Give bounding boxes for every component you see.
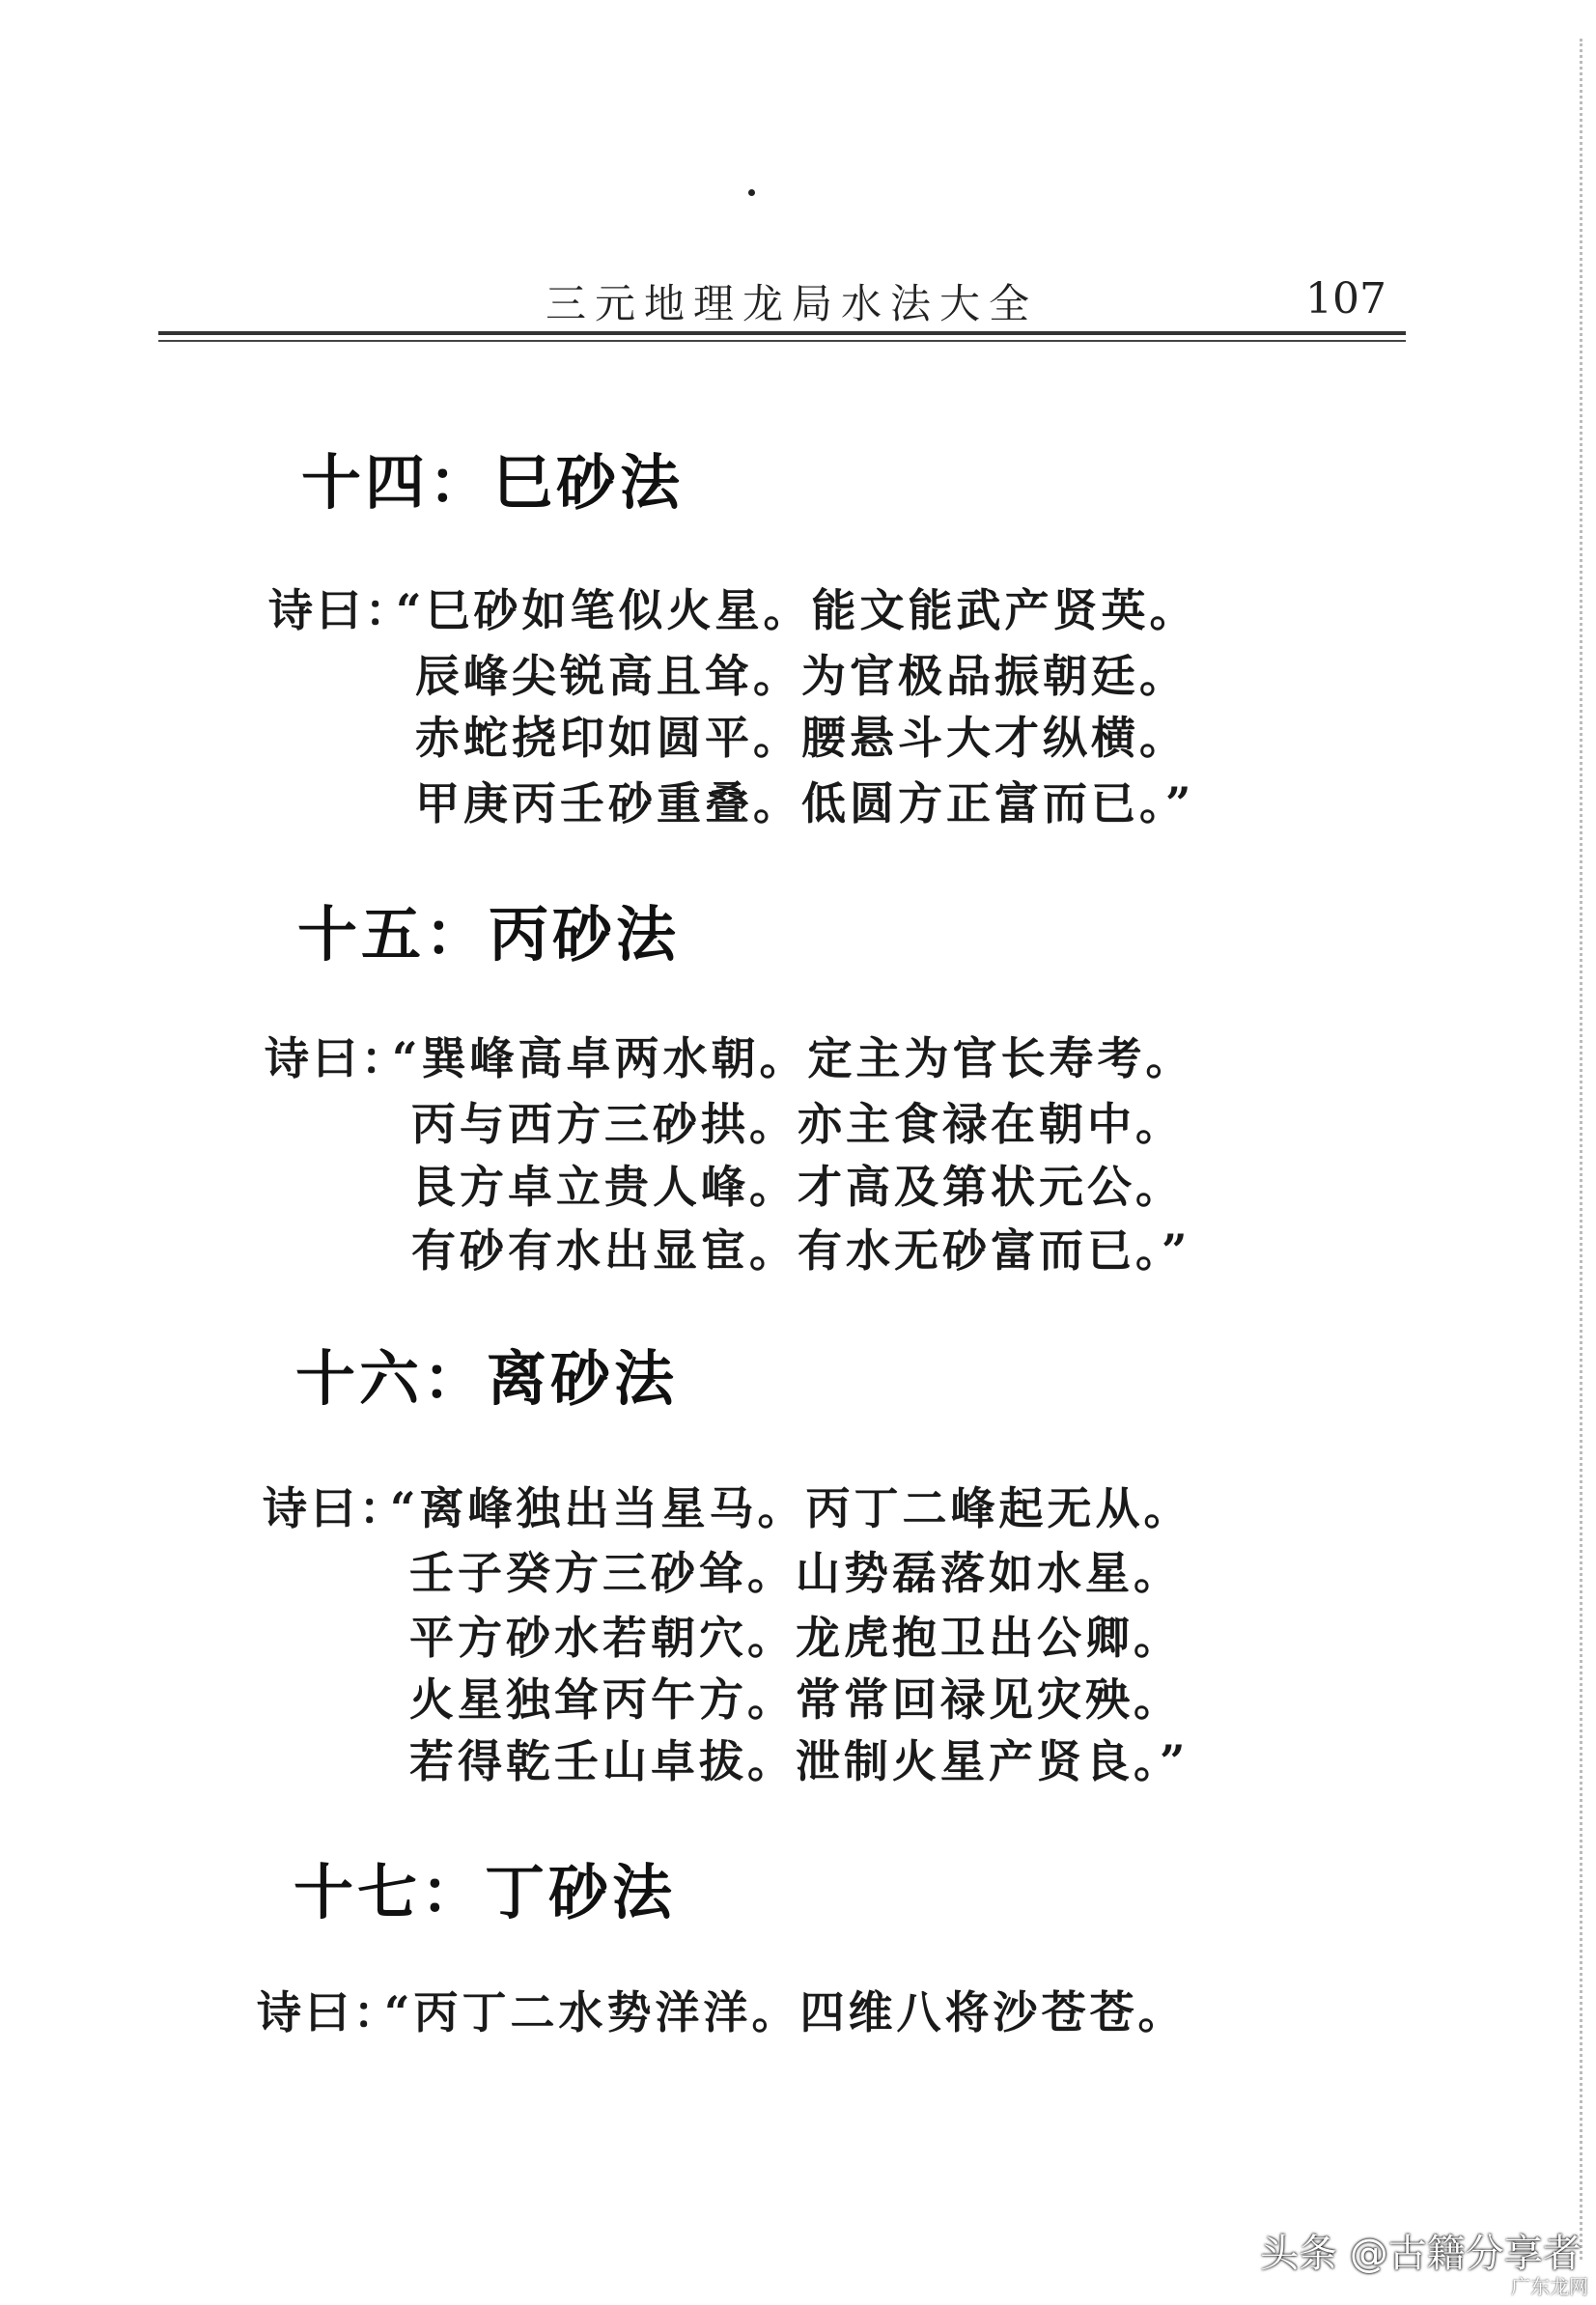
poem-line: 壬子癸方三砂耸。山势磊落如水星。 xyxy=(409,1547,1182,1599)
poem-line: “巳砂如笔似火星。能文能武产贤英。 xyxy=(396,584,1198,636)
watermark: 头条 @古籍分享者 xyxy=(1260,2232,1582,2276)
poem-prefix: 诗曰： xyxy=(257,1986,402,2038)
poem-line: 有砂有水出显宦。有水无砂富而已。” xyxy=(411,1224,1191,1277)
poem-line: 甲庚丙壬砂重叠。低圆方正富而已。” xyxy=(415,777,1195,829)
poem-prefix: 诗曰： xyxy=(265,1032,409,1084)
poem-prefix: 诗曰： xyxy=(263,1482,407,1534)
poem-line: 火星独耸丙午方。常常回禄见灾殃。 xyxy=(409,1673,1182,1726)
poem-line: “巽峰高卓两水朝。定主为官长寿考。 xyxy=(392,1032,1194,1084)
poem-line: 艮方卓立贵人峰。才高及第状元公。 xyxy=(411,1161,1184,1213)
page-number: 107 xyxy=(1305,274,1386,323)
poem-line: 平方砂水若朝穴。龙虎抱卫出公卿。 xyxy=(409,1612,1182,1664)
section-heading: 十四：巳砂法 xyxy=(301,447,685,518)
poem-line: “离峰独出当星马。丙丁二峰起无从。 xyxy=(390,1482,1192,1534)
poem-line: 辰峰尖锐高且耸。为官极品振朝廷。 xyxy=(415,650,1188,702)
scan-speck xyxy=(748,189,755,196)
watermark-sub: 广东龙网 xyxy=(1511,2275,1588,2298)
section-heading: 十七：丁砂法 xyxy=(294,1857,677,1927)
header-rule xyxy=(158,331,1406,335)
scan-page-edge xyxy=(1580,39,1582,2260)
poem-line: “丙丁二水势洋洋。四维八将沙苍苍。 xyxy=(384,1986,1187,2038)
running-header-title: 三元地理龙局水法大全 xyxy=(546,280,1039,327)
poem-prefix: 诗曰： xyxy=(268,584,413,636)
section-heading: 十五：丙砂法 xyxy=(297,899,681,970)
poem-line: 赤蛇挠印如圆平。腰悬斗大才纵横。 xyxy=(415,712,1188,764)
section-heading: 十六：离砂法 xyxy=(295,1343,679,1414)
poem-line: 若得乾壬山卓拔。泄制火星产贤良。” xyxy=(409,1735,1190,1787)
header-rule-thin xyxy=(158,340,1406,342)
poem-line: 丙与西方三砂拱。亦主食禄在朝中。 xyxy=(411,1098,1184,1150)
